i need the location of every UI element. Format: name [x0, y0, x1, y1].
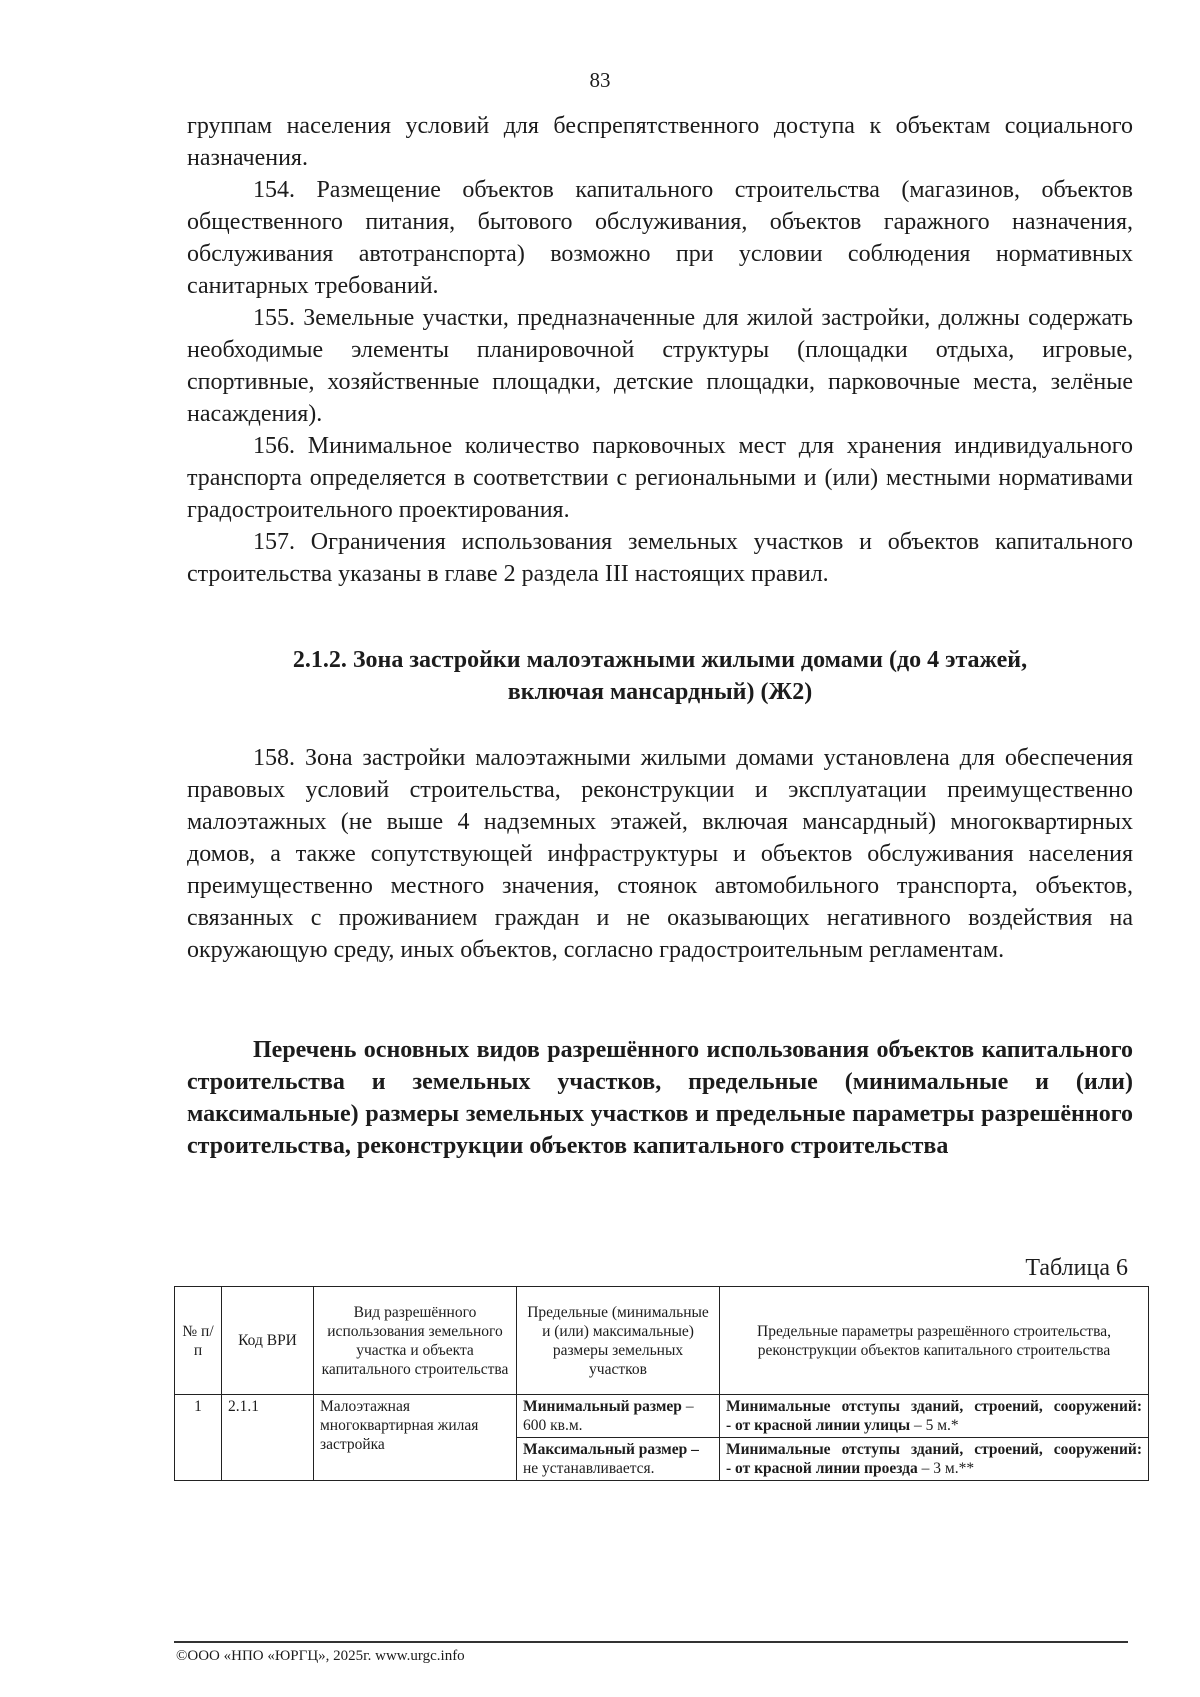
header-number: № п/п: [175, 1287, 222, 1395]
cell-number: 1: [175, 1395, 222, 1481]
section-heading-line1: 2.1.2. Зона застройки малоэтажными жилыми домами (до 4 этажей,: [292, 647, 1028, 673]
footer-copyright: ©ООО «НПО «ЮРГЦ», 2025г. www.urgc.info: [176, 1648, 465, 1664]
header-plot-size: Предельные (минимальные и (или) максимальные) размеры земельных участков: [517, 1287, 720, 1395]
max-size-value: не устанавливается.: [523, 1460, 655, 1477]
paragraph-157: 157. Ограничения использования земельных участков и объектов капитального строительства указаны в главе 2 раздела III настоящих правил.: [187, 529, 1133, 587]
cell-min-size: [517, 1395, 720, 1438]
table-row: [175, 1395, 1149, 1438]
param-driveway-value: – 3 м.**: [917, 1460, 975, 1477]
table-header-row: [175, 1287, 1149, 1395]
param-driveway-title: Минимальные отступы зданий, строений, сооружений:: [726, 1441, 1142, 1458]
paragraph-continuation: группам населения условий для беспрепятственного доступа к объектам социального назначения.: [187, 113, 1133, 171]
paragraph-155: 155. Земельные участки, предназначенные для жилой застройки, должны содержать необходимые элементы планировочной структуры (площадки отдыха, игровые, спортивные, хозяйственные площадки, детские площадки, парковочные места, зелёные насаждения).: [187, 305, 1133, 427]
cell-param-driveway: [720, 1438, 1149, 1481]
footer-divider: [174, 1641, 1128, 1643]
cell-max-size: [517, 1438, 720, 1481]
section-heading-line2: включая мансардный) (Ж2): [507, 679, 813, 705]
param-street-title: Минимальные отступы зданий, строений, сооружений:: [726, 1398, 1142, 1415]
min-size-label: Минимальный размер: [523, 1398, 682, 1415]
paragraph-158: 158. Зона застройки малоэтажными жилыми домами установлена для обеспечения правовых условий строительства, реконструкции и эксплуатации преимущественно малоэтажных (не выше 4 надземных этажей, включая мансардный) многоквартирных домов, а также сопутствующей инфраструктуры и объектов обслуживания населения преимущественно местного значения, стоянок автомобильного транспорта, объектов, связанных с проживанием граждан и не оказывающих негативного воздействия на окружающую среду, иных объектов, согласно градостроительным регламентам.: [187, 745, 1133, 963]
param-street-line: - от красной линии улицы: [726, 1417, 911, 1434]
header-use-type: Вид разрешённого использования земельного участка и объекта капитального строительства: [314, 1287, 517, 1395]
max-size-label: Максимальный размер –: [523, 1441, 699, 1458]
cell-param-street: [720, 1395, 1149, 1438]
list-heading: Перечень основных видов разрешённого использования объектов капитального строительства и земельных участков, предельные (минимальные и (или) максимальные) размеры земельных участков и предельные параметры разрешённого строительства, реконструкции объектов капитального строительства: [187, 1037, 1133, 1159]
table-caption: Таблица 6: [1025, 1255, 1128, 1281]
page-number: 83: [589, 68, 611, 92]
param-driveway-line: - от красной линии проезда: [726, 1460, 918, 1477]
paragraph-154: 154. Размещение объектов капитального строительства (магазинов, объектов общественного питания, бытового обслуживания, объектов гаражного назначения, обслуживания автотранспорта) возможно при условии соблюдения нормативных санитарных требований.: [187, 177, 1133, 299]
paragraph-156: 156. Минимальное количество парковочных мест для хранения индивидуального транспорта определяется в соответствии с региональными и (или) местными нормативами градостроительного проектирования.: [187, 433, 1133, 523]
permitted-use-table: [174, 1286, 1149, 1481]
header-code: Код ВРИ: [222, 1287, 314, 1395]
cell-code: 2.1.1: [222, 1395, 314, 1481]
param-street-value: – 5 м.*: [910, 1417, 959, 1434]
cell-use-type: Малоэтажная многоквартирная жилая застройка: [314, 1395, 517, 1481]
header-construction-params: Предельные параметры разрешённого строительства, реконструкции объектов капитального строительства: [720, 1287, 1149, 1395]
min-size-value: – 600 кв.м.: [523, 1398, 694, 1434]
section-heading: [187, 644, 1133, 708]
